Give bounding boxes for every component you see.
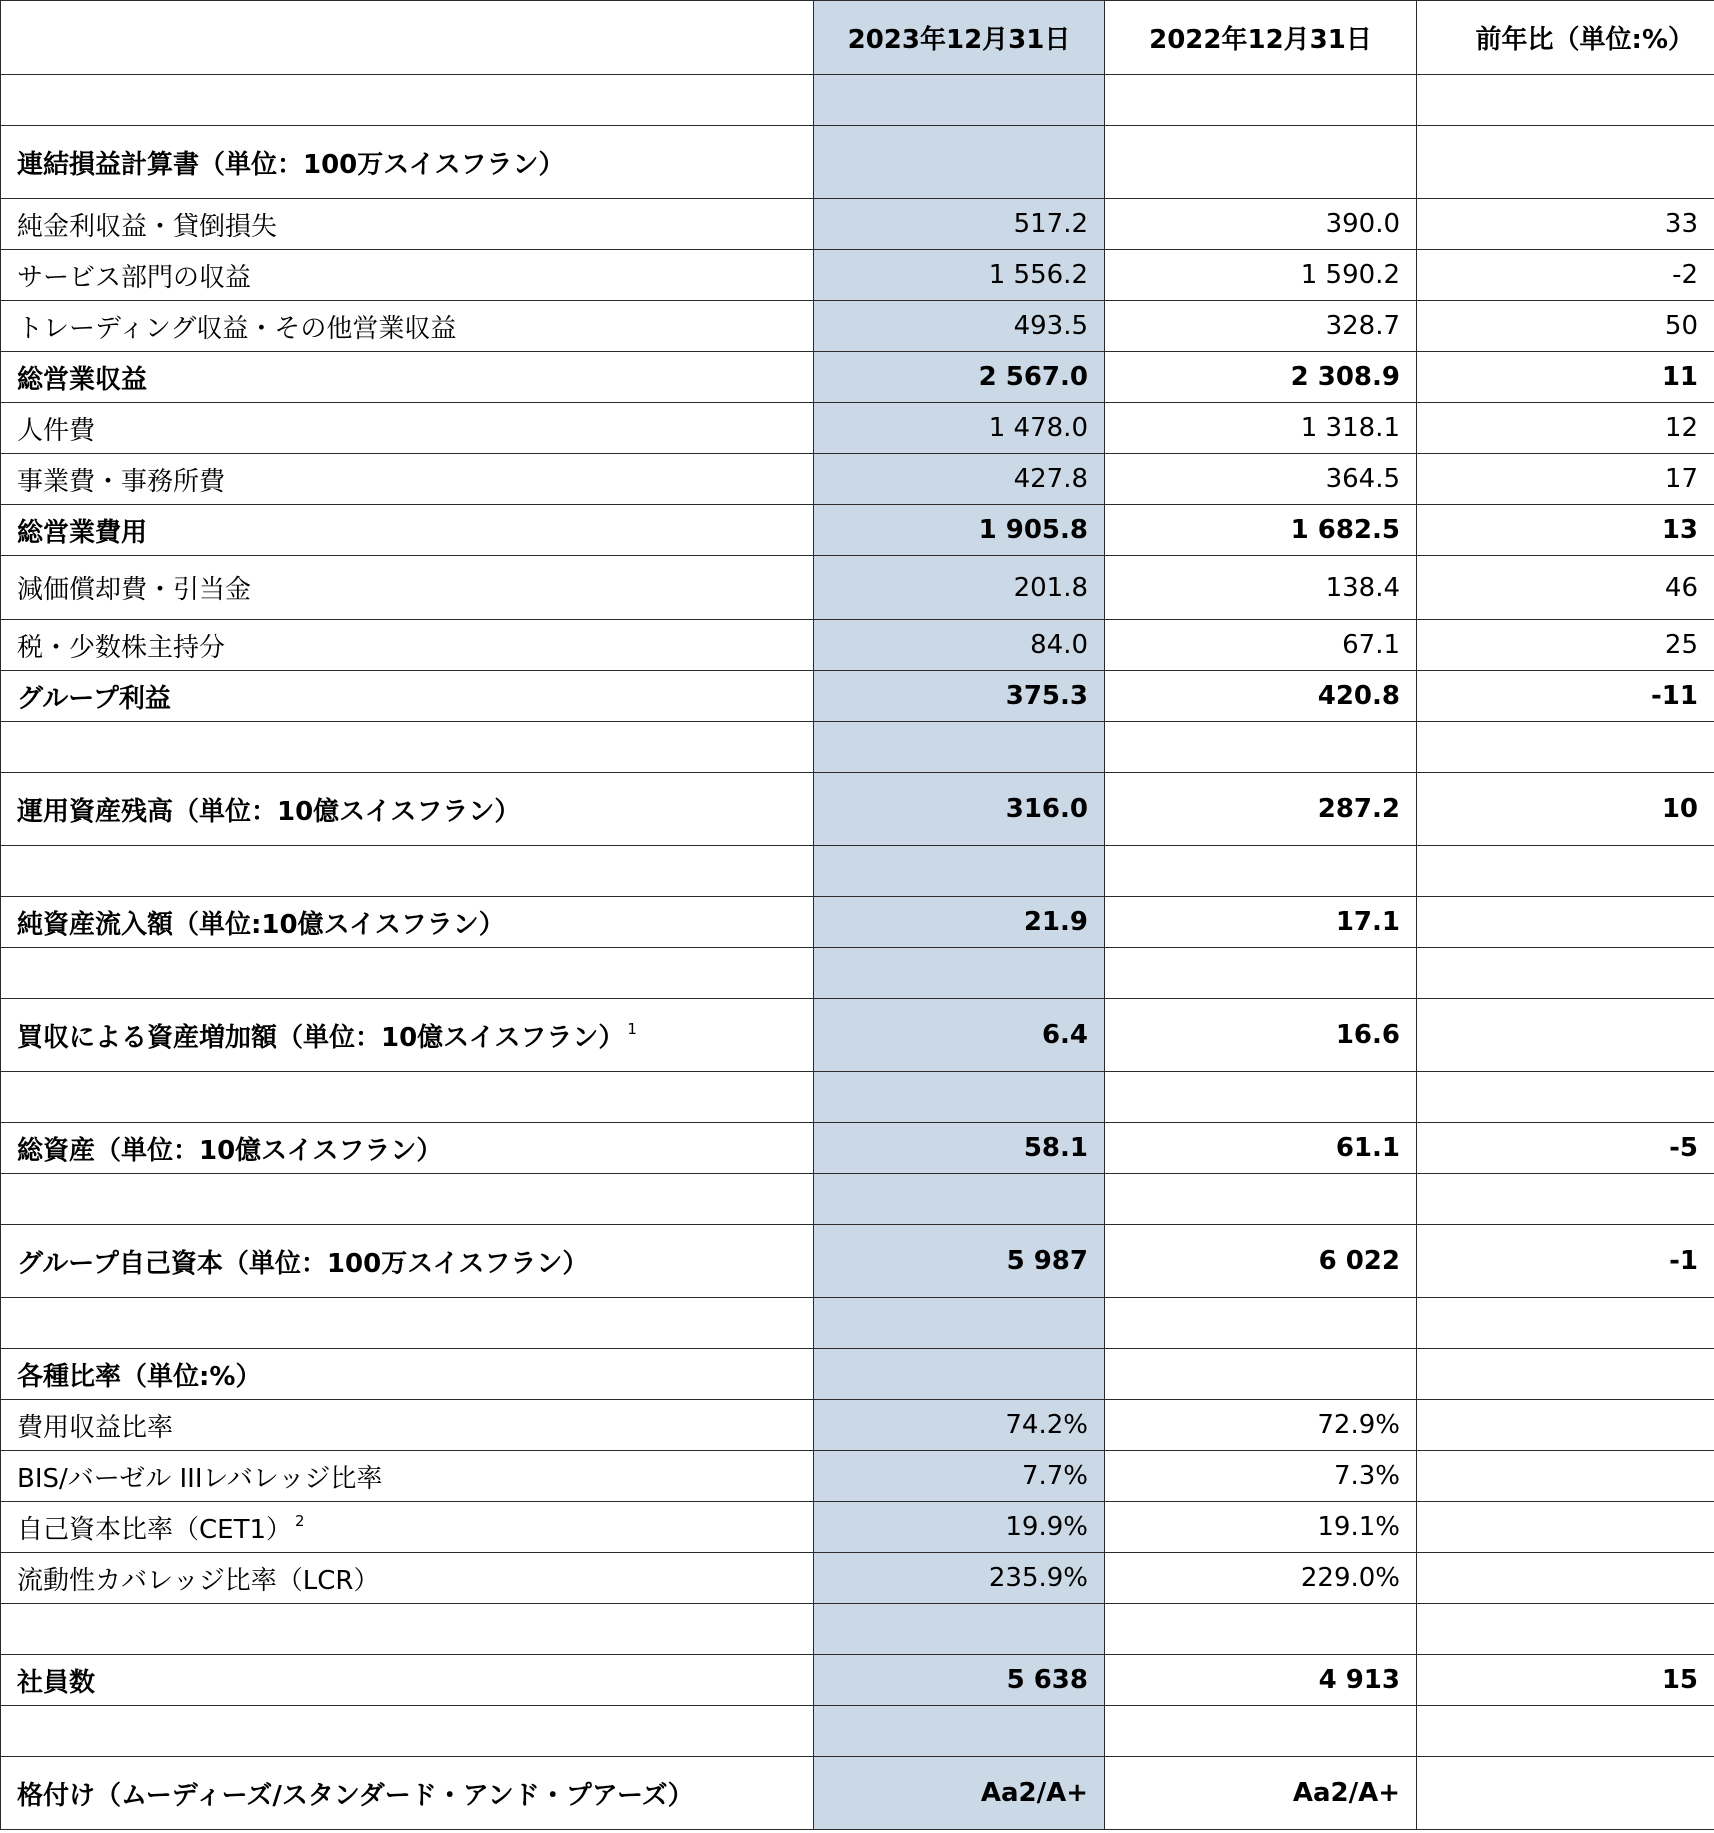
- value-yoy: -2: [1417, 250, 1714, 301]
- value-yoy: 15: [1417, 1655, 1714, 1706]
- value-yoy: [1417, 897, 1714, 948]
- spacer-row: [1, 948, 1714, 999]
- value-2022: 4 913: [1105, 1655, 1417, 1706]
- value-yoy: [1417, 999, 1714, 1072]
- table-row: [1, 897, 1714, 948]
- table-row: [1, 352, 1714, 403]
- value-yoy: -1: [1417, 1225, 1714, 1298]
- value-2022: 1 318.1: [1105, 403, 1417, 454]
- value-yoy: [1417, 1451, 1714, 1502]
- table-row: [1, 773, 1714, 846]
- value-2023: 1 556.2: [814, 250, 1105, 301]
- table-row: [1, 301, 1714, 352]
- table-row: [1, 1225, 1714, 1298]
- row-label-text: 自己資本比率（CET1）: [17, 1514, 293, 1545]
- row-label: グループ自己資本（単位：100万スイスフラン）: [1, 1225, 814, 1298]
- row-label: [1, 1502, 814, 1553]
- spacer-row: [1, 1298, 1714, 1349]
- value-yoy: -5: [1417, 1123, 1714, 1174]
- row-label: 社員数: [1, 1655, 814, 1706]
- row-label: 総資産（単位：10億スイスフラン）: [1, 1123, 814, 1174]
- table-row: [1, 1400, 1714, 1451]
- value-2022: 72.9%: [1105, 1400, 1417, 1451]
- value-2022: 6 022: [1105, 1225, 1417, 1298]
- value-2022: 67.1: [1105, 620, 1417, 671]
- table-row: [1, 505, 1714, 556]
- row-label-text: 買収による資産増加額（単位：10億スイスフラン）: [17, 1022, 625, 1053]
- section-title: 各種比率（単位:%）: [1, 1349, 814, 1400]
- value-2022: 229.0%: [1105, 1553, 1417, 1604]
- value-2023: 517.2: [814, 199, 1105, 250]
- row-label: 事業費・事務所費: [1, 454, 814, 505]
- value-2022: 420.8: [1105, 671, 1417, 722]
- row-label: 格付け（ムーディーズ/スタンダード・アンド・プアーズ）: [1, 1757, 814, 1830]
- table-row: [1, 1123, 1714, 1174]
- value-yoy: 17: [1417, 454, 1714, 505]
- value-yoy: 46: [1417, 556, 1714, 620]
- value-2023: Aa2/A+: [814, 1757, 1105, 1830]
- row-label: 純金利収益・貸倒損失: [1, 199, 814, 250]
- value-2023: 6.4: [814, 999, 1105, 1072]
- value-yoy: 10: [1417, 773, 1714, 846]
- row-label: 減価償却費・引当金: [1, 556, 814, 620]
- spacer-row: [1, 1706, 1714, 1757]
- value-2023: 19.9%: [814, 1502, 1105, 1553]
- value-yoy: 33: [1417, 199, 1714, 250]
- value-2022: 287.2: [1105, 773, 1417, 846]
- value-2022: 17.1: [1105, 897, 1417, 948]
- row-label: 運用資産残高（単位：10億スイスフラン）: [1, 773, 814, 846]
- value-2022: 1 590.2: [1105, 250, 1417, 301]
- spacer-row: [1, 75, 1714, 126]
- value-2023: 5 638: [814, 1655, 1105, 1706]
- table-row: [1, 199, 1714, 250]
- row-label: 総営業収益: [1, 352, 814, 403]
- value-2023: 58.1: [814, 1123, 1105, 1174]
- value-2023: 5 987: [814, 1225, 1105, 1298]
- table-row: [1, 1757, 1714, 1830]
- header-yoy: 前年比（単位:%）: [1417, 1, 1714, 75]
- value-2022: 138.4: [1105, 556, 1417, 620]
- section-income-statement: [1, 126, 1714, 199]
- value-2023: 7.7%: [814, 1451, 1105, 1502]
- row-label: トレーディング収益・その他営業収益: [1, 301, 814, 352]
- value-yoy: -11: [1417, 671, 1714, 722]
- spacer-row: [1, 1604, 1714, 1655]
- value-2022: 7.3%: [1105, 1451, 1417, 1502]
- table-row: [1, 403, 1714, 454]
- value-2022: 16.6: [1105, 999, 1417, 1072]
- value-2023: 201.8: [814, 556, 1105, 620]
- row-label: 人件費: [1, 403, 814, 454]
- row-label: 流動性カバレッジ比率（LCR）: [1, 1553, 814, 1604]
- table-row: [1, 1451, 1714, 1502]
- value-2023: 316.0: [814, 773, 1105, 846]
- header-2023: 2023年12月31日: [814, 1, 1105, 75]
- value-yoy: 13: [1417, 505, 1714, 556]
- value-2023: 74.2%: [814, 1400, 1105, 1451]
- value-2023: 1 905.8: [814, 505, 1105, 556]
- value-2023: 2 567.0: [814, 352, 1105, 403]
- value-2022: 390.0: [1105, 199, 1417, 250]
- table-row: [1, 999, 1714, 1072]
- table-row: [1, 454, 1714, 505]
- row-label: 総営業費用: [1, 505, 814, 556]
- value-2022: 364.5: [1105, 454, 1417, 505]
- spacer-row: [1, 722, 1714, 773]
- row-label: サービス部門の収益: [1, 250, 814, 301]
- header-label-cell: [1, 1, 814, 75]
- value-yoy: 12: [1417, 403, 1714, 454]
- section-title: 連結損益計算書（単位：100万スイスフラン）: [1, 126, 814, 199]
- value-yoy: [1417, 1502, 1714, 1553]
- spacer-row: [1, 846, 1714, 897]
- table-row: [1, 671, 1714, 722]
- table-row: [1, 1553, 1714, 1604]
- value-2022: 61.1: [1105, 1123, 1417, 1174]
- table-row: [1, 556, 1714, 620]
- header-2022: 2022年12月31日: [1105, 1, 1417, 75]
- spacer-row: [1, 1174, 1714, 1225]
- value-2022: Aa2/A+: [1105, 1757, 1417, 1830]
- value-2023: 427.8: [814, 454, 1105, 505]
- value-2023: 235.9%: [814, 1553, 1105, 1604]
- footnote-marker: 2: [295, 1511, 305, 1530]
- value-yoy: [1417, 1757, 1714, 1830]
- row-label: グループ利益: [1, 671, 814, 722]
- footnote-marker: 1: [627, 1019, 637, 1038]
- row-label: 費用収益比率: [1, 1400, 814, 1451]
- table-row: [1, 1655, 1714, 1706]
- table-row: [1, 250, 1714, 301]
- value-2023: 493.5: [814, 301, 1105, 352]
- table-row: [1, 620, 1714, 671]
- row-label: [1, 999, 814, 1072]
- value-yoy: [1417, 1553, 1714, 1604]
- table-row: [1, 1502, 1714, 1553]
- value-2023: 1 478.0: [814, 403, 1105, 454]
- value-yoy: 50: [1417, 301, 1714, 352]
- value-2022: 1 682.5: [1105, 505, 1417, 556]
- value-yoy: 25: [1417, 620, 1714, 671]
- value-2022: 19.1%: [1105, 1502, 1417, 1553]
- row-label: 純資産流入額（単位:10億スイスフラン）: [1, 897, 814, 948]
- header-row: [1, 1, 1714, 75]
- value-2023: 84.0: [814, 620, 1105, 671]
- value-2023: 21.9: [814, 897, 1105, 948]
- spacer-row: [1, 1072, 1714, 1123]
- value-yoy: [1417, 1400, 1714, 1451]
- section-ratios: [1, 1349, 1714, 1400]
- row-label: 税・少数株主持分: [1, 620, 814, 671]
- value-2023: 375.3: [814, 671, 1105, 722]
- value-2022: 2 308.9: [1105, 352, 1417, 403]
- row-label: BIS/バーゼル IIIレバレッジ比率: [1, 1451, 814, 1502]
- value-yoy: 11: [1417, 352, 1714, 403]
- value-2022: 328.7: [1105, 301, 1417, 352]
